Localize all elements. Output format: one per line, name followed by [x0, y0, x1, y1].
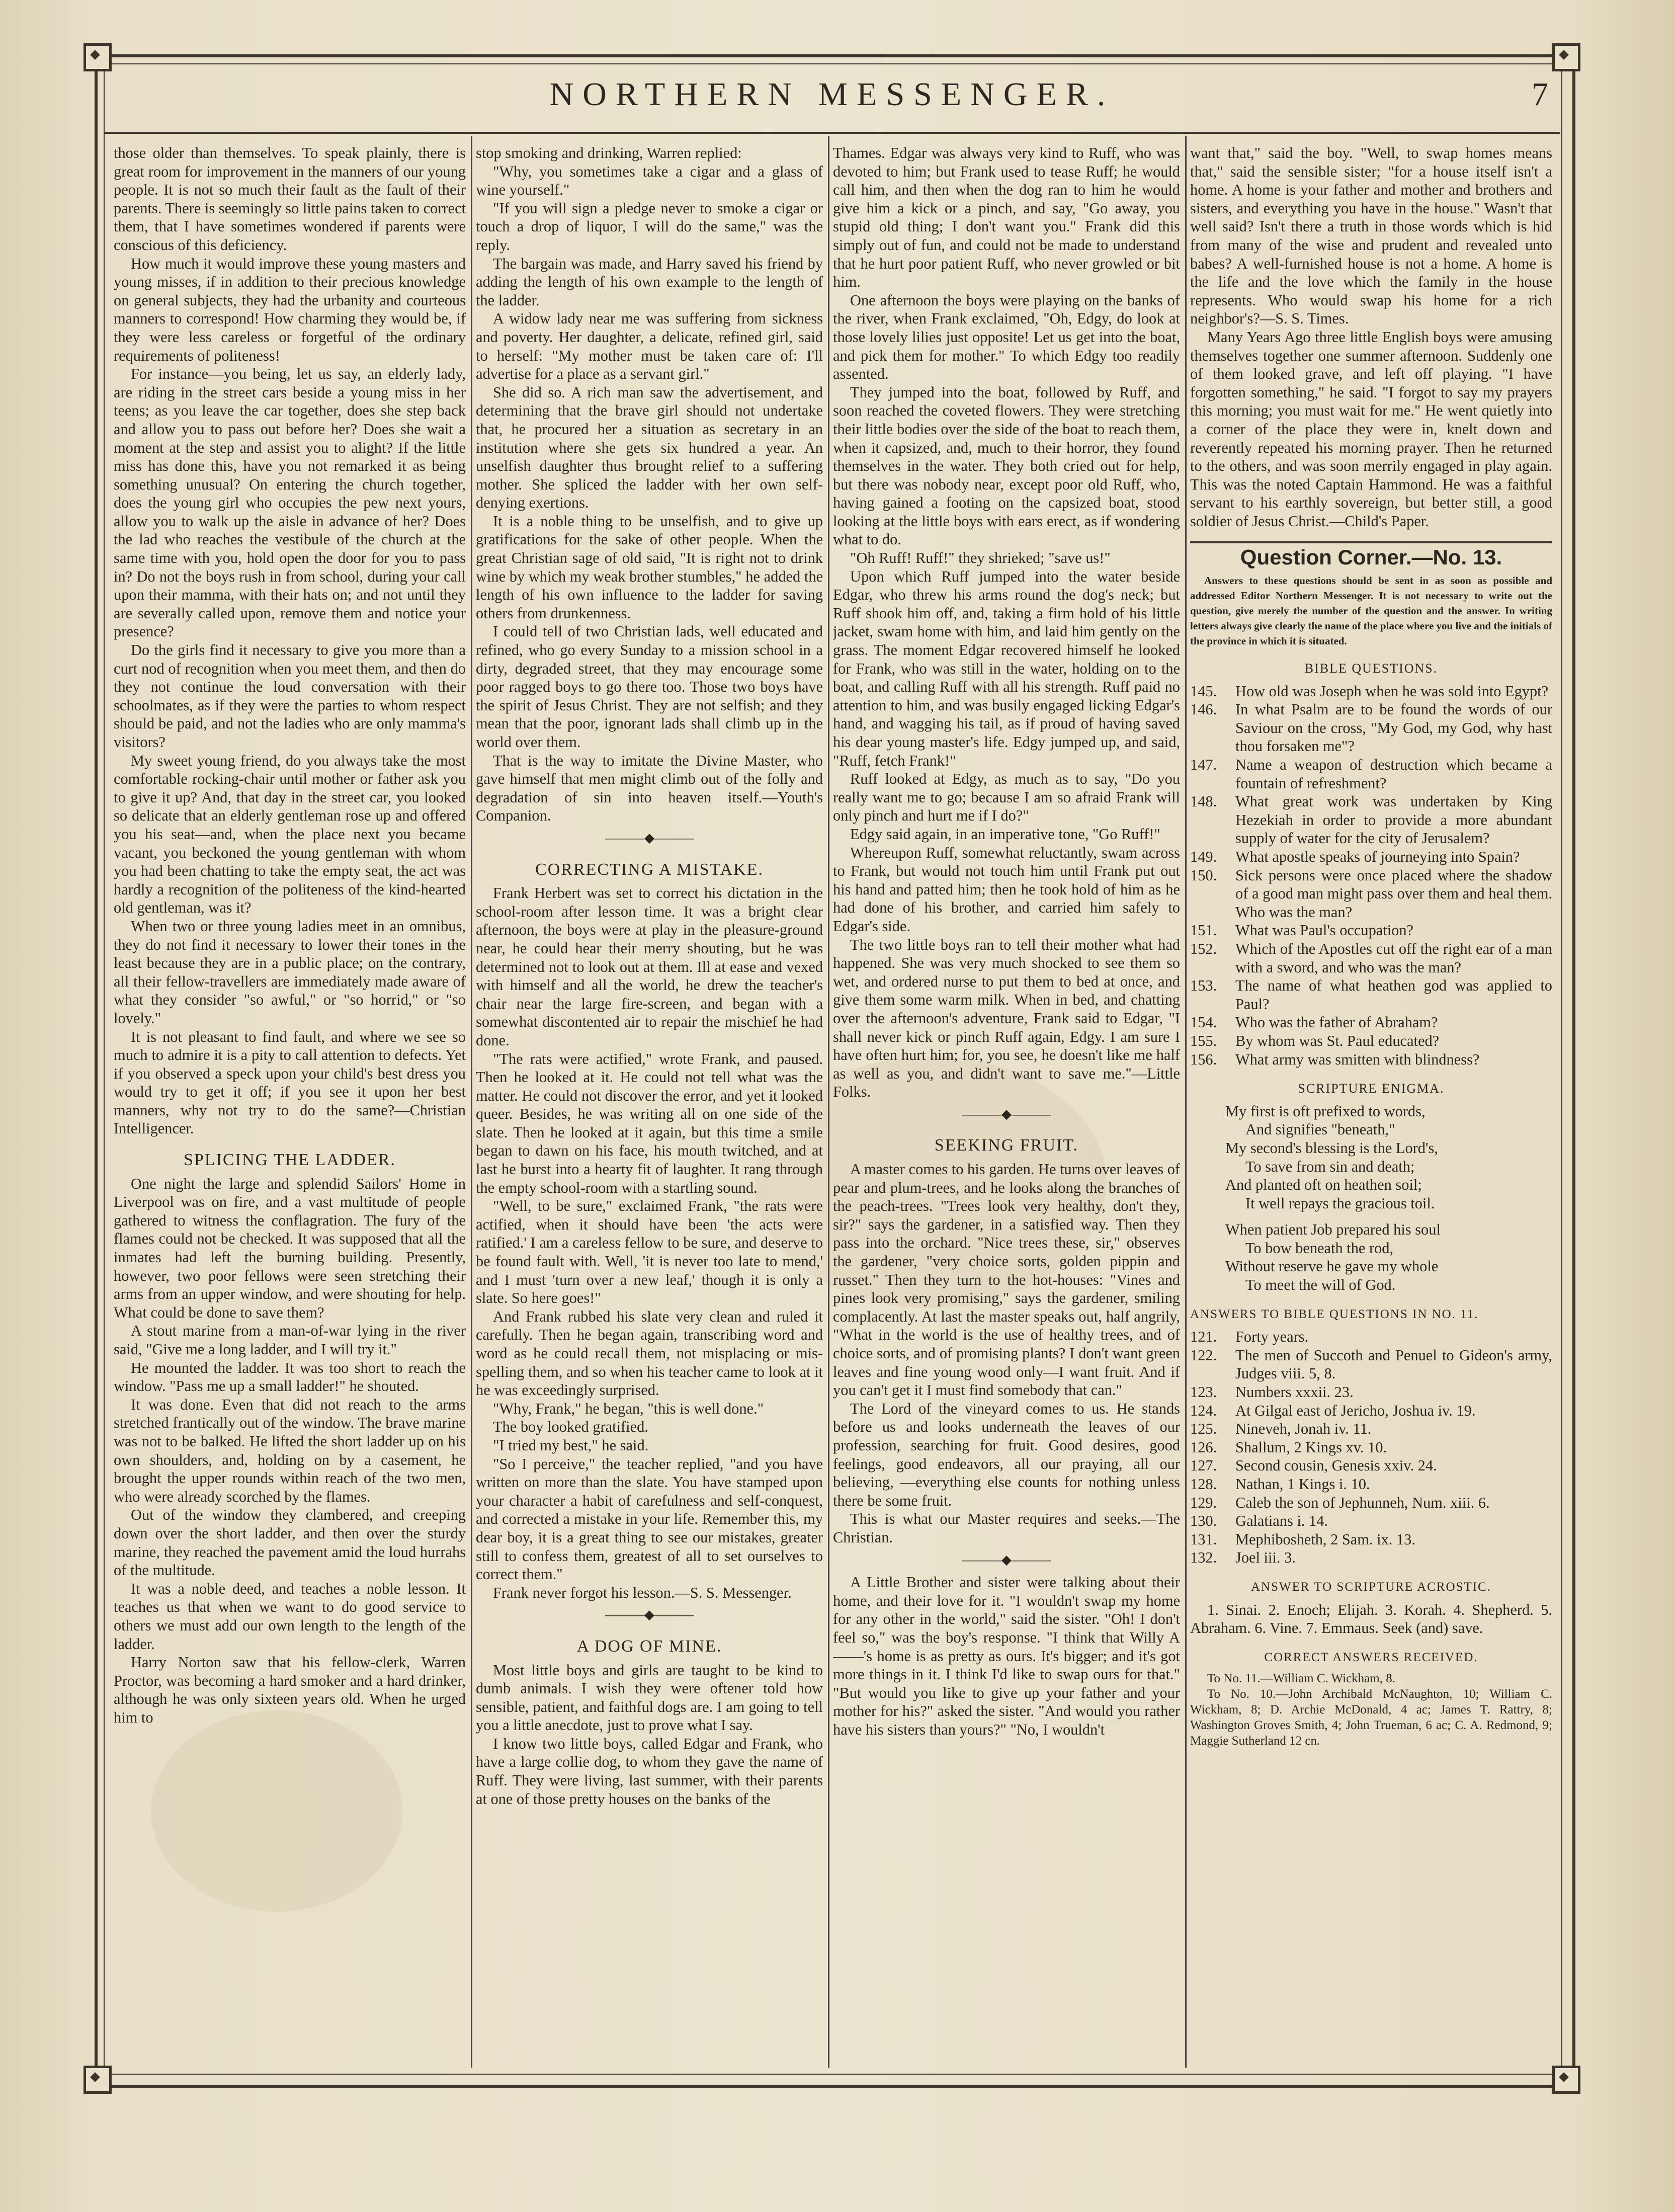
list-item: 154. Who was the father of Abraham?	[1190, 1014, 1438, 1031]
article-paragraph: Harry Norton saw that his fellow-clerk, Warren Proctor, was becoming a hard smoker and a hard drinker, although he was only sixteen years old. When he urged him to	[114, 1654, 466, 1726]
article-paragraph: One afternoon the boys were playing on the banks of the river, when Frank exclaimed, "Oh, Edgy, do look at those lovely lilies just opposite! Let us get into the boat, and pick them for mother." To which Edgy too readily assented.	[833, 291, 1180, 383]
poem-line: To save from sin and death;	[1245, 1158, 1415, 1175]
column-divider	[828, 136, 829, 2068]
list-item: 145. How old was Joseph when he was sold into Egypt?	[1190, 682, 1549, 700]
list-item: 153. The name of what heathen god was applied to Paul?	[1190, 977, 1552, 1013]
article-paragraph: When two or three young ladies meet in an omnibus, they do not find it necessary to lower their tones in the least because they are in a public place; on the contrary, all their fellow-travellers are immediately made aware of what they consider "so awful," or "so horrid," or "so lovely."	[114, 917, 466, 1027]
section-heading: SCRIPTURE ENIGMA.	[1298, 1081, 1445, 1096]
list-item: 150. Sick persons were once placed where the shadow of a good man might pass over them and heal them. Who was the man?	[1190, 866, 1552, 921]
article-paragraph: Thames. Edgar was always very kind to Ruff, who was devoted to him; but Frank used to tease Ruff; he would call him, and then when the dog ran to him he would give him a kick or a pinch, and say, "Go away, you stupid old thing; I don't want you." Frank did this simply out of fun, and could not be made to understand that he hurt poor patient Ruff, who never growled or bit him.	[833, 144, 1180, 291]
section-heading: ANSWERS TO BIBLE QUESTIONS IN NO. 11.	[1190, 1307, 1479, 1321]
article-paragraph: This is what our Master requires and seeks.—The Christian.	[833, 1510, 1180, 1546]
list-item: 121. Forty years.	[1190, 1328, 1309, 1346]
article-paragraph: And Frank rubbed his slate very clean and ruled it carefully. Then he began again, transcribing word and word as he could recall them, not misplacing or mis-spelling them, and so when his teacher came to look at it he was exceedingly surprised.	[476, 1307, 823, 1399]
article-paragraph: The two little boys ran to tell their mother what had happened. She was very much shocked to see them so wet, and ordered nurse to put them to bed at once, and give them some warm milk. When in bed, and chatting over the afternoon's adventure, Frank said to Edgar, "I shall never kick or pinch Ruff again, Edgy. I am sure I have often hurt him; for, you see, he doesn't like me half as well as you, and didn't want to save me."—Little Folks.	[833, 936, 1180, 1101]
article-paragraph: want that," said the boy. "Well, to swap homes means that," said the sensible sister; "for a house itself isn't a home. A home is your father and mother and brothers and sisters, and everything you have in the house." Wasn't that well said? Isn't there a truth in those words which is hid from many of the wise and prudent and revealed unto babes? A well-furnished house is not a home. A home is the life and the love which the family in the house represents. Who would swap his home for a rich neighbor's?—S. S. Times.	[1190, 144, 1552, 327]
section-heading: BIBLE QUESTIONS.	[1304, 661, 1438, 676]
page-header	[104, 75, 1560, 116]
corner-ornament-icon	[1552, 43, 1580, 71]
list-item: 126. Shallum, 2 Kings xv. 10.	[1190, 1438, 1387, 1456]
poem-line: When patient Job prepared his soul	[1225, 1221, 1441, 1239]
list-item: 127. Second cousin, Genesis xxiv. 24.	[1190, 1457, 1437, 1474]
article-paragraph: My sweet young friend, do you always take the most comfortable rocking-chair until mother or father ask you to give it up? And, that day in the street car, you looked so delicate that an elderly gentleman rose up and offered you his seat—and, when the place next you became vacant, you beckoned the young gentleman with whom you had been chatting to take the empty seat, the act was hardly a recognition of the politeness of the kind-hearted old gentleman, was it?	[114, 752, 466, 917]
article-title: SEEKING FRUIT.	[934, 1136, 1079, 1155]
list-item: 131. Mephibosheth, 2 Sam. ix. 13.	[1190, 1530, 1415, 1548]
list-item: 152. Which of the Apostles cut off the right ear of a man with a sword, and who was the man?	[1190, 940, 1552, 976]
list-item: 147. Name a weapon of destruction which became a fountain of refreshment?	[1190, 756, 1552, 792]
article-paragraph: How much it would improve these young masters and young misses, if in addition to their precious knowledge on general subjects, they had the urbanity and courteous manners to correspond! How charming they would be, if they were less careless or forgetful of the ordinary requirements of politeness!	[114, 255, 466, 364]
divider-ornament-icon: ———◆———	[962, 1552, 1051, 1567]
article-paragraph: those older than themselves. To speak plainly, there is great room for improvement in the manners of our young people. It is not so much their fault as the fault of their parents. There is seemingly so little pains taken to correct them, that I have sometimes wondered if parents were conscious of this deficiency.	[114, 144, 466, 254]
article-paragraph: Do the girls find it necessary to give you more than a curt nod of recognition when you meet them, and then do they not continue the loud conversation with their schoolmates, as if they were the parties to whom respect should be paid, and not the ladies who are only mamma's visitors?	[114, 641, 466, 751]
poem-line: My second's blessing is the Lord's,	[1225, 1139, 1438, 1157]
article-paragraph: Frank never forgot his lesson.—S. S. Messenger.	[493, 1584, 792, 1601]
list-item: 123. Numbers xxxii. 23.	[1190, 1383, 1354, 1401]
list-item: 148. What great work was undertaken by King Hezekiah in order to provide a more abundant supply of water for the city of Jerusalem?	[1190, 793, 1552, 847]
section-heading: ANSWER TO SCRIPTURE ACROSTIC.	[1251, 1580, 1491, 1594]
bible-questions-list	[1190, 682, 1552, 1069]
article-paragraph: It was a noble deed, and teaches a noble lesson. It teaches us that when we want to do good service to others we must add our own length to the length of the ladder.	[114, 1580, 466, 1653]
article-paragraph: Out of the window they clambered, and creeping down over the short ladder, and then over the sturdy marine, they reached the pavement amid the loud hurrahs of the multitude.	[114, 1506, 466, 1579]
article-paragraph: "Why, Frank," he began, "this is well done."	[493, 1400, 764, 1417]
article-paragraph: A stout marine from a man-of-war lying in the river said, "Give me a long ladder, and I will try it."	[114, 1322, 466, 1358]
divider-ornament-icon: ———◆———	[605, 830, 694, 845]
list-item: 146. In what Psalm are to be found the words of our Saviour on the cross, "My God, my God, why hast thou forsaken me"?	[1190, 701, 1552, 755]
article-paragraph: It was done. Even that did not reach to the arms stretched frantically out of the window. The brave marine was not to be balked. He lifted the short ladder up on his own shoulders, and, holding on by a casement, he brought the upper rounds within reach of the two men, who were already scorched by the flames.	[114, 1396, 466, 1505]
list-item: 124. At Gilgal east of Jericho, Joshua iv. 19.	[1190, 1402, 1476, 1419]
list-item: 155. By whom was St. Paul educated?	[1190, 1032, 1440, 1049]
article-paragraph: stop smoking and drinking, Warren replied:	[476, 144, 742, 161]
article-paragraph: The bargain was made, and Harry saved his friend by adding the length of his own example to the length of the ladder.	[476, 255, 823, 309]
answers-list	[1190, 1328, 1552, 1567]
article-title: A DOG OF MINE.	[576, 1636, 722, 1656]
divider-ornament-icon: ———◆———	[962, 1106, 1051, 1121]
correct-answers-line: To No. 11.—William C. Wickham, 8.	[1207, 1672, 1395, 1686]
article-paragraph: The Lord of the vineyard comes to us. He stands before us and looks underneath the leaves of our profession, searching for fruit. Good desires, good feelings, good endeavors, all our praying, all our believing, —everything else counts for nothing unless there be some fruit.	[833, 1400, 1180, 1509]
article-paragraph: A widow lady near me was suffering from sickness and poverty. Her daughter, a delicate, refined girl, said to herself: "My mother must be taken care of: I'll advertise for a place as a servant girl."	[476, 310, 823, 383]
article-paragraph: For instance—you being, let us say, an elderly lady, are riding in the street cars beside a young miss in her teens; as you leave the car together, does she step back and allow you to pass out before her? Does she wait a moment at the step and assist you to alight? If the little miss has done this, have you not remarked it as being something unusual? On entering the church together, does the young girl who occupies the pew next yours, allow you to walk up the aisle in advance of her? Does the lad who reaches the vestibule of the church at the same time with you, hold open the door for you to pass in? Do not the boys rush in from school, during your call upon their mamma, with their hats on; and not until they are severally called upon, remove them and notice your presence?	[114, 365, 466, 640]
page-number: 7	[1532, 76, 1548, 113]
article-paragraph: "So I perceive," the teacher replied, "and you have written on more than the slate. You have stamped upon your character a habit of carefulness and self-conquest, and corrected a mistake in your life. Remember this, my dear boy, it is a great thing to see our mistakes, greater still to confess them, greatest of all to set ourselves to correct them."	[476, 1455, 823, 1583]
acrostic-answer: 1. Sinai. 2. Enoch; Elijah. 3. Korah. 4. Shepherd. 5. Abraham. 6. Vine. 7. Emmaus. Seek (and) save.	[1190, 1601, 1552, 1637]
question-corner-title: Question Corner.—No. 13.	[1240, 545, 1502, 569]
article-title: SPLICING THE LADDER.	[184, 1151, 396, 1170]
list-item: 122. The men of Succoth and Penuel to Gideon's army, Judges viii. 5, 8.	[1190, 1346, 1552, 1382]
article-paragraph: "Why, you sometimes take a cigar and a glass of wine yourself."	[476, 162, 823, 199]
poem-line: To meet the will of God.	[1245, 1276, 1396, 1294]
list-item: 125. Nineveh, Jonah iv. 11.	[1190, 1420, 1372, 1438]
scripture-enigma-poem	[1190, 1102, 1552, 1294]
article-paragraph: She did so. A rich man saw the advertisement, and determining that the brave girl should not undertake that, he procured her a situation as secretary in an institution where she gets six hundred a year. An unselfish daughter thus brought relief to a suffering mother. She spliced the ladder with her own self-denying exertions.	[476, 383, 823, 512]
article-paragraph: "If you will sign a pledge never to smoke a cigar or touch a drop of liquor, I will do the same," was the reply.	[476, 199, 823, 254]
corner-ornament-icon	[83, 2066, 112, 2094]
article-paragraph: Edgy said again, in an imperative tone, "Go Ruff!"	[850, 825, 1160, 843]
poem-line: To bow beneath the rod,	[1245, 1239, 1394, 1257]
article-paragraph: I know two little boys, called Edgar and Frank, who have a large collie dog, to whom they gave the name of Ruff. They were living, last summer, with their parents at one of those pretty houses on the banks of the	[476, 1735, 823, 1808]
masthead-title: NORTHERN MESSENGER.	[549, 76, 1115, 113]
article-paragraph: It is not pleasant to find fault, and where we see so much to admire it is a pity to call attention to defects. Yet if you observed a speck upon your child's best dress you would try to get it off; if you see it upon her best manners, why not try to do the same?—Christian Intelligencer.	[114, 1028, 466, 1137]
article-paragraph: Frank Herbert was set to correct his dictation in the school-room after lesson time. It was a bright clear afternoon, the boys were at play in the pleasure-ground near, he could hear their merry shouting, but he was determined not to look out at them. Ill at ease and vexed with himself and all the world, he drew the teacher's chair near the large fire-screen, and began with a somewhat discontented air to repair the mischief he had done.	[476, 884, 823, 1049]
article-paragraph: "Oh Ruff! Ruff!" they shrieked; "save us!"	[850, 549, 1111, 567]
poem-line: And planted oft on heathen soil;	[1225, 1176, 1422, 1194]
header-rule	[104, 132, 1560, 134]
list-item: 130. Galatians i. 14.	[1190, 1512, 1328, 1530]
column-1	[114, 144, 466, 2066]
column-divider	[1185, 136, 1187, 2068]
article-paragraph: "Well, to be sure," exclaimed Frank, "the rats were actified, when it should have been 'the acts were ratified.' I am a careless fellow to be sure, and deserve to be found fault with. Well, 'it is never too late to mend,' and I must 'turn over a new leaf,' though it is only a slate. So here goes!"	[476, 1197, 823, 1307]
article-title: CORRECTING A MISTAKE.	[535, 860, 764, 879]
list-item: 151. What was Paul's occupation?	[1190, 922, 1414, 939]
section-heading: CORRECT ANSWERS RECEIVED.	[1264, 1650, 1478, 1664]
article-paragraph: A Little Brother and sister were talking about their home, and their love for it. "I wouldn't swap my home for any other in the world," said the sister. "Oh! I don't feel so," was the boy's response. "I think that Willy A——'s home is as pretty as ours. It's bigger; and it's got more things in it. I think I'd like to swap ours for that." "But would you like to give up your father and your mother for his?" asked the sister. "And would you rather have his sisters than yours?" "No, I wouldn't	[833, 1574, 1180, 1738]
article-paragraph: A master comes to his garden. He turns over leaves of pear and plum-trees, and he looks along the branches of the peach-trees. "Trees look very healthy, don't they, sir?" says the gardener, in a satisfied way. Then they pass into the orchard. "Nice trees these, sir," observes the gardener, "very choice sorts, golden pippin and russet." Then they turn to the hot-houses: "Vines and pines look very promising," says the gardener, smiling complacently. At last the master speaks out, half angrily, "What in the world is the use of healthy trees, and of choice sorts, and of promising plants? I don't want green leaves and fine young wood only—I want fruit. And if you can't get it I must find somebody that can."	[833, 1161, 1180, 1399]
article-paragraph: Whereupon Ruff, somewhat reluctantly, swam across to Frank, but would not touch him until Frank put out his hand and patted him; then he took hold of him as he had done of his brother, and carried him safely to Edgar's side.	[833, 844, 1180, 935]
column-divider	[471, 136, 472, 2068]
article-paragraph: "The rats were actified," wrote Frank, and paused. Then he looked at it. He could not tell what was the matter. He could not discover the error, and yet it looked queer. Besides, he was writing all on one side of the slate. Then he looked at it again, but this time a smile began to dawn on his face, his mouth twitched, and at last he burst into a hearty fit of laughter. It rang through the empty school-room with a startling sound.	[476, 1050, 823, 1196]
article-paragraph: The boy looked gratified.	[493, 1418, 648, 1436]
question-corner-note: Answers to these questions should be sent in as soon as possible and addressed Editor Northern Messenger. It is not necessary to write out the question, give merely the number of the question and the answer. In writing letters always give clearly the name of the place where you live and the initials of the province in which it is situated.	[1190, 575, 1552, 647]
list-item: 132. Joel iii. 3.	[1190, 1549, 1296, 1567]
list-item: 156. What army was smitten with blindness?	[1190, 1050, 1480, 1068]
list-item: 128. Nathan, 1 Kings i. 10.	[1190, 1476, 1370, 1493]
article-paragraph: Upon which Ruff jumped into the water beside Edgar, who threw his arms round the dog's neck; but Ruff shook him off, and, taking a firm hold of his little jacket, swam home with him, and laid him gently on the grass. The moment Edgar recovered himself he looked for Frank, who was still in the water, holding on to the boat, and calling Ruff with all his strength. Ruff paid no attention to him, and was busily engaged licking Edgar's hand, and wagging his tail, as if proud of having saved his dear young master's life. Edgy jumped up, and said, "Ruff, fetch Frank!"	[833, 567, 1180, 769]
correct-answers-line: To No. 10.—John Archibald McNaughton, 10; William C. Wickham, 8; D. Archie McDonald, 4 ac; James T. Rattry, 8; Washington Groves Smith, 4; John Trueman, 6 ac; C. A. Redmond, 9; Maggie Sutherland 12 cn.	[1190, 1687, 1552, 1748]
poem-line: It well repays the gracious toil.	[1245, 1194, 1435, 1212]
list-item: 129. Caleb the son of Jephunneh, Num. xiii. 6.	[1190, 1494, 1490, 1511]
poem-line: And signifies "beneath,"	[1245, 1121, 1395, 1138]
article-paragraph: Most little boys and girls are taught to be kind to dumb animals. I wish they were oftener told how sensible, patient, and faithful dogs are. I am going to tell you a little anecdote, just to prove what I say.	[476, 1661, 823, 1734]
section-rule	[1190, 541, 1552, 543]
article-paragraph: That is the way to imitate the Divine Master, who gave himself that men might climb out of the folly and degradation of sin into heaven itself.—Youth's Companion.	[476, 752, 823, 825]
list-item: 149. What apostle speaks of journeying into Spain?	[1190, 848, 1520, 865]
article-paragraph: They jumped into the boat, followed by Ruff, and soon reached the coveted flowers. They were stretching their little bodies over the side of the boat to reach them, when it capsized, and, much to their horror, they found themselves in the water. They both cried out for help, but there was nobody near, except poor old Ruff, who, having gained a footing on the capsized boat, stood looking at the little boys with ears erect, as if wondering what to do.	[833, 383, 1180, 548]
divider-ornament-icon: ———◆———	[605, 1607, 694, 1622]
poem-line: Without reserve he gave my whole	[1225, 1258, 1439, 1275]
article-paragraph: I could tell of two Christian lads, well educated and refined, who go every Sunday to a mission school in a dirty, degraded street, that they may encourage some poor ragged boys to go there too. Those two boys have the spirit of Jesus Christ. They are not selfish; and they mean that the poor, ignorant lads shall climb up in the world over them.	[476, 623, 823, 751]
article-paragraph: Many Years Ago three little English boys were amusing themselves together one summer afternoon. Suddenly one of them looked grave, and left off playing. "I have forgotten something," he said. "I forgot to say my prayers this morning; you must wait for me." He went quietly into a corner of the place they were in, knelt down and reverently repeated his morning prayer. Then he returned to the others, and was soon merrily engaged in play again. This was the noted Captain Hammond. He was a faithful servant to his earthly sovereign, but better still, a good soldier of Jesus Christ.—Child's Paper.	[1190, 328, 1552, 530]
article-paragraph: It is a noble thing to be unselfish, and to give up gratifications for the sake of other people. When the great Christian sage of old said, "It is right not to drink wine by which my weak brother stumbles," he added the length of his own influence to the ladder for saving others from drunkenness.	[476, 512, 823, 622]
corner-ornament-icon	[1552, 2066, 1580, 2094]
article-paragraph: He mounted the ladder. It was too short to reach the window. "Pass me up a small ladder!" he shouted.	[114, 1359, 466, 1395]
corner-ornament-icon	[83, 43, 112, 71]
column-2	[476, 144, 823, 2066]
column-4	[1190, 144, 1552, 2066]
article-paragraph: One night the large and splendid Sailors' Home in Liverpool was on fire, and a vast multitude of people gathered to witness the conflagration. The fury of the flames could not be checked. It was supposed that all the inmates had left the burning building. Presently, however, two poor fellows were seen stretching their arms from an upper window, and were shouting for help. What could be done to save them?	[114, 1175, 466, 1321]
column-3	[833, 144, 1180, 2066]
poem-line: My first is oft prefixed to words,	[1225, 1102, 1426, 1120]
article-paragraph: "I tried my best," he said.	[493, 1436, 649, 1454]
article-paragraph: Ruff looked at Edgy, as much as to say, "Do you really want me to go; because I am so afraid Frank will only pinch and hurt me if I do?"	[833, 770, 1180, 825]
